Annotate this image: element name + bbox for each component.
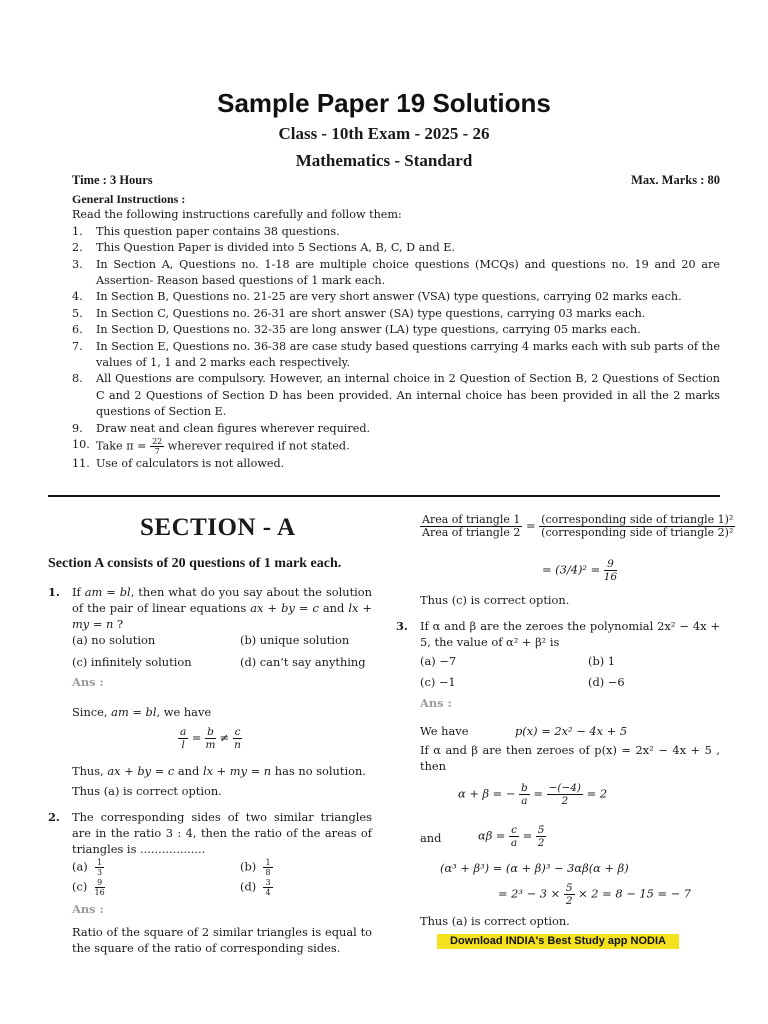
answer-label: Ans : [72,902,104,916]
question-text: The corresponding sides of two similar triangles are in the ratio 3 : 4, then the ratio of the areas of triangles is .................. [72,810,372,856]
item-number: 8. [72,372,83,386]
answer-label: Ans : [420,696,452,710]
section-heading: SECTION - A [140,514,296,541]
item-text: Use of calculators is not allowed. [96,457,285,471]
option-c: (c) −1 [420,675,456,689]
instruction-item [72,289,720,305]
question-number: 1. [48,585,60,599]
instruction-item [72,306,720,322]
correct-option: Thus (a) is correct option. [72,784,222,798]
instruction-item [72,322,720,338]
item-number: 10. [72,438,90,452]
question-text: If α and β are the zeroes the polynomial 2x² − 4x + 5, the value of α² + β² is [420,619,720,649]
question-text: If am = bl, then what do you say about the solution of the pair of linear equations ax + by = c and lx + my = n ? [72,585,372,631]
thus-line: Thus, ax + by = c and lx + my = n has no solution. [72,764,366,778]
item-number: 5. [72,306,83,320]
zeroes-line: If α and β are then zeroes of p(x) = 2x² − 4x + 5 , then [420,743,720,773]
time-label: Time : 3 Hours [72,173,153,187]
item-text: This question paper contains 38 questions. [96,224,340,238]
option-b: (b) $\frac{1}{8}$ [240,858,271,877]
question-number: 2. [48,810,60,824]
explanation: Ratio of the square of 2 similar triangles is equal to the square of the ratio of corresponding sides. [72,925,372,955]
item-text: In Section D, Questions no. 32-35 are long answer (LA) type questions, carrying 05 marks each. [96,323,641,337]
sum-equation: α + β = − $\frac{b}{a}$ = $\frac{-(-4)}{2}$ = 2 [458,782,608,807]
fraction-equation: $\frac{a}{l}$ = $\frac{b}{m}$ ≠ $\frac{c}{n}$ [180,726,241,751]
option-d: (d) can’t say anything [240,655,366,669]
correct-option: Thus (c) is correct option. [420,593,570,607]
instruction-item [72,371,720,420]
item-text: Draw neat and clean figures wherever required. [96,421,371,435]
instructions-intro: Read the following instructions carefully and follow them: [72,208,402,222]
item-text: In Section E, Questions no. 36-38 are case study based questions carrying 4 marks each with sub parts of the values of 1, 1 and 2 marks each respectively. [96,339,720,370]
option-a: (a) no solution [72,633,156,647]
option-d: (d) $\frac{3}{4}$ [240,878,271,897]
option-a: (a) −7 [420,654,457,668]
item-number: 9. [72,421,83,435]
item-number: 3. [72,257,83,271]
polynomial: p(x) = 2x² − 4x + 5 [515,724,628,738]
ratio-result: = (3/4)² = $\frac{9}{16}$ [542,558,618,583]
answer-label: Ans : [72,675,104,689]
correct-option: Thus (a) is correct option. [420,914,570,928]
page-title: Sample Paper 19 Solutions [217,88,551,118]
item-number: 7. [72,339,83,353]
instruction-item [72,240,720,256]
section-subheading: Section A consists of 20 questions of 1 mark each. [48,556,342,571]
item-number: 4. [72,290,83,304]
option-c: (c) infinitely solution [72,655,192,669]
and-label: and [420,831,442,845]
item-number: 2. [72,241,83,255]
product-equation: αβ = $\frac{c}{a}$ = $\frac{5}{2}$ [478,824,545,849]
pi-fraction: $\frac{22}{7}$ [152,437,163,457]
subject-line: Mathematics - Standard [295,151,473,170]
instructions-block [72,191,720,473]
question-1 [48,584,372,632]
instruction-item [72,421,720,437]
instruction-item [72,437,720,456]
item-text: wherever required if not stated. [164,439,350,453]
section-divider [48,495,720,497]
since-line: Since, am = bl, we have [72,705,212,719]
instructions-heading: General Instructions : [72,192,186,206]
option-c: (c) $\frac{9}{16}$ [72,878,105,897]
instruction-item [72,224,720,240]
instructions-list [72,224,720,473]
item-text: All Questions are compulsory. However, an internal choice in 2 Question of Section B, 2 Questions of Section C and 2 Questions of Section D has been provided. An internal choice has been provided in all the 2 marks questions of Section E. [96,372,720,419]
instruction-item [72,339,720,372]
instruction-item [72,257,720,290]
cube-result-line: = 2³ − 3 × $\frac{5}{2}$ × 2 = 8 − 15 = − 7 [498,882,692,907]
item-text: In Section A, Questions no. 1-18 are multiple choice questions (MCQs) and questions no. 19 and 20 are Assertion- Reason based questions of 1 mark each. [96,257,720,288]
question-number: 3. [396,619,408,633]
download-app-banner[interactable]: Download INDIA's Best Study app NODIA [437,934,679,949]
area-ratio-equation: $\frac{\text{Area of triangle 1}}{\text{Area of triangle 2}}$ = $\frac{\text{(corresponding side of triangle 1)²}}{\text{(corresponding side of triangle 2)²}}$ [422,513,734,539]
item-text: In Section C, Questions no. 26-31 are short answer (SA) type questions, carrying 03 marks each. [96,306,646,320]
item-text: Take π = [96,439,151,453]
option-b: (b) unique solution [240,633,350,647]
option-d: (d) −6 [588,675,625,689]
item-text: This Question Paper is divided into 5 Sections A, B, C, D and E. [96,241,455,255]
we-have-label: We have [420,724,469,738]
max-marks-label: Max. Marks : 80 [631,173,720,187]
class-line: Class - 10th Exam - 2025 - 26 [278,124,490,143]
instruction-item [72,456,720,472]
question-2 [48,809,372,857]
item-number: 11. [72,457,90,471]
item-number: 1. [72,224,83,238]
option-b: (b) 1 [588,654,616,668]
item-number: 6. [72,323,83,337]
option-a: (a) $\frac{1}{3}$ [72,858,103,877]
cube-identity-line: (α³ + β³) = (α + β)³ − 3αβ(α + β) [440,861,629,875]
question-3 [396,618,720,650]
item-text: In Section B, Questions no. 21-25 are very short answer (VSA) type questions, carrying 02 marks each. [96,290,682,304]
